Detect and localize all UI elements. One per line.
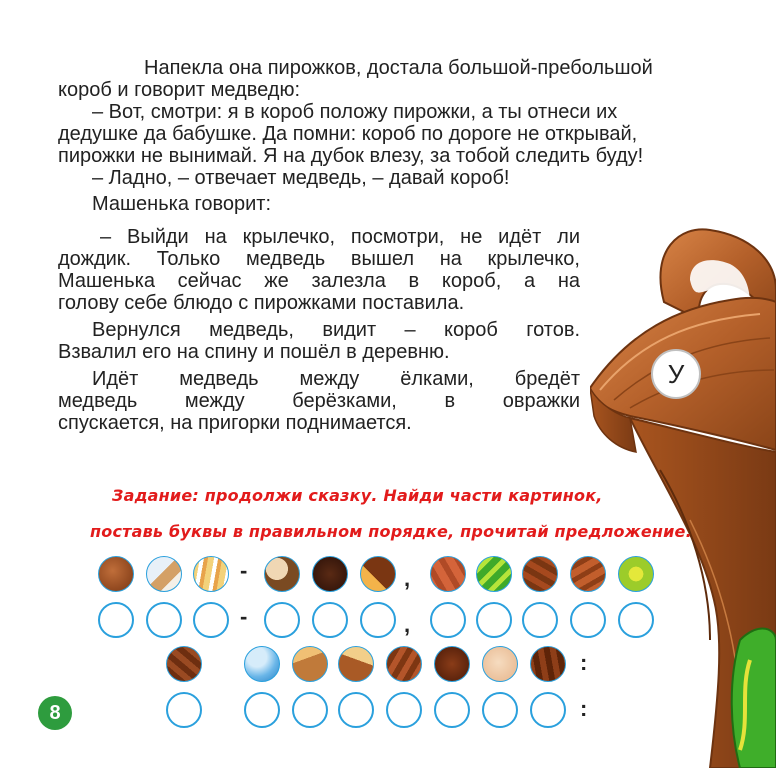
picture-piece — [146, 556, 182, 592]
picture-piece — [264, 556, 300, 592]
answer-circle[interactable] — [244, 692, 280, 728]
picture-piece — [530, 646, 566, 682]
dash: - — [240, 558, 248, 583]
puzzle-row-answers-2 — [0, 692, 776, 730]
story-line: дождик. Только медведь вышел на крылечко, — [58, 248, 580, 270]
answer-circle[interactable] — [98, 602, 134, 638]
picture-piece — [522, 556, 558, 592]
picture-piece — [618, 556, 654, 592]
puzzle-row-pictures-1 — [0, 556, 776, 594]
answer-circle[interactable] — [312, 602, 348, 638]
answer-circle[interactable] — [530, 692, 566, 728]
dash: - — [240, 604, 248, 629]
story-line: дедушке да бабушке. Да помни: короб по дороге не открывай, — [58, 123, 638, 145]
answer-circle[interactable] — [618, 602, 654, 638]
story-line: короб и говорит медведю: — [58, 79, 301, 101]
picture-piece — [430, 556, 466, 592]
story-line: пирожки не вынимай. Я на дубок влезу, за тобой следить буду! — [58, 145, 644, 167]
picture-piece — [244, 646, 280, 682]
page-number-badge: 8 — [38, 696, 72, 730]
story-line: – Выйди на крылечко, посмотри, не идёт ли — [100, 226, 580, 248]
picture-piece — [98, 556, 134, 592]
comma: , — [404, 566, 411, 591]
picture-piece — [570, 556, 606, 592]
picture-piece — [434, 646, 470, 682]
answer-circle[interactable] — [338, 692, 374, 728]
picture-piece — [360, 556, 396, 592]
story-line: спускается, на пригорки поднимается. — [58, 412, 412, 434]
story-line: Вернулся медведь, видит – короб готов. — [92, 319, 580, 341]
picture-piece — [386, 646, 422, 682]
puzzle-row-answers-1 — [0, 602, 776, 640]
colon: : — [580, 696, 588, 721]
answer-circle[interactable] — [264, 602, 300, 638]
answer-circle[interactable] — [570, 602, 606, 638]
picture-piece — [338, 646, 374, 682]
task-line-2: поставь буквы в правильном порядке, прочитай предложение. — [90, 522, 692, 541]
answer-circle[interactable] — [166, 692, 202, 728]
answer-circle[interactable] — [193, 602, 229, 638]
answer-circle[interactable] — [146, 602, 182, 638]
answer-circle[interactable] — [482, 692, 518, 728]
story-text-narrow — [58, 226, 580, 434]
story-line: Машенька говорит: — [92, 193, 272, 215]
comma: , — [404, 612, 411, 637]
answer-circle[interactable] — [434, 692, 470, 728]
picture-piece — [476, 556, 512, 592]
story-line: – Вот, смотри: я в короб положу пирожки, а ты отнеси их — [92, 101, 618, 123]
story-line: Машенька сейчас же залезла в короб, а на — [58, 270, 580, 292]
story-line: Напекла она пирожков, достала большой-пребольшой — [144, 57, 653, 79]
answer-circle[interactable] — [430, 602, 466, 638]
story-line: – Ладно, – отвечает медведь, – давай короб! — [92, 167, 510, 189]
story-line: Идёт медведь между ёлками, бредёт — [92, 368, 580, 390]
task-line-1: Задание: продолжи сказку. Найди части картинок, — [112, 486, 603, 505]
story-line: Взвалил его на спину и пошёл в деревню. — [58, 341, 450, 363]
puzzle-row-pictures-2 — [0, 646, 776, 684]
story-line: голову себе блюдо с пирожками поставила. — [58, 292, 465, 314]
picture-piece — [312, 556, 348, 592]
picture-piece — [166, 646, 202, 682]
answer-circle[interactable] — [386, 692, 422, 728]
story-line: медведь между берёзками, в овражки — [58, 390, 580, 412]
answer-circle[interactable] — [292, 692, 328, 728]
picture-piece — [482, 646, 518, 682]
picture-piece — [193, 556, 229, 592]
illustration-letter: У — [667, 359, 685, 389]
answer-circle[interactable] — [522, 602, 558, 638]
story-text — [58, 57, 722, 215]
answer-circle[interactable] — [360, 602, 396, 638]
answer-circle[interactable] — [476, 602, 512, 638]
picture-piece — [292, 646, 328, 682]
colon: : — [580, 650, 588, 675]
